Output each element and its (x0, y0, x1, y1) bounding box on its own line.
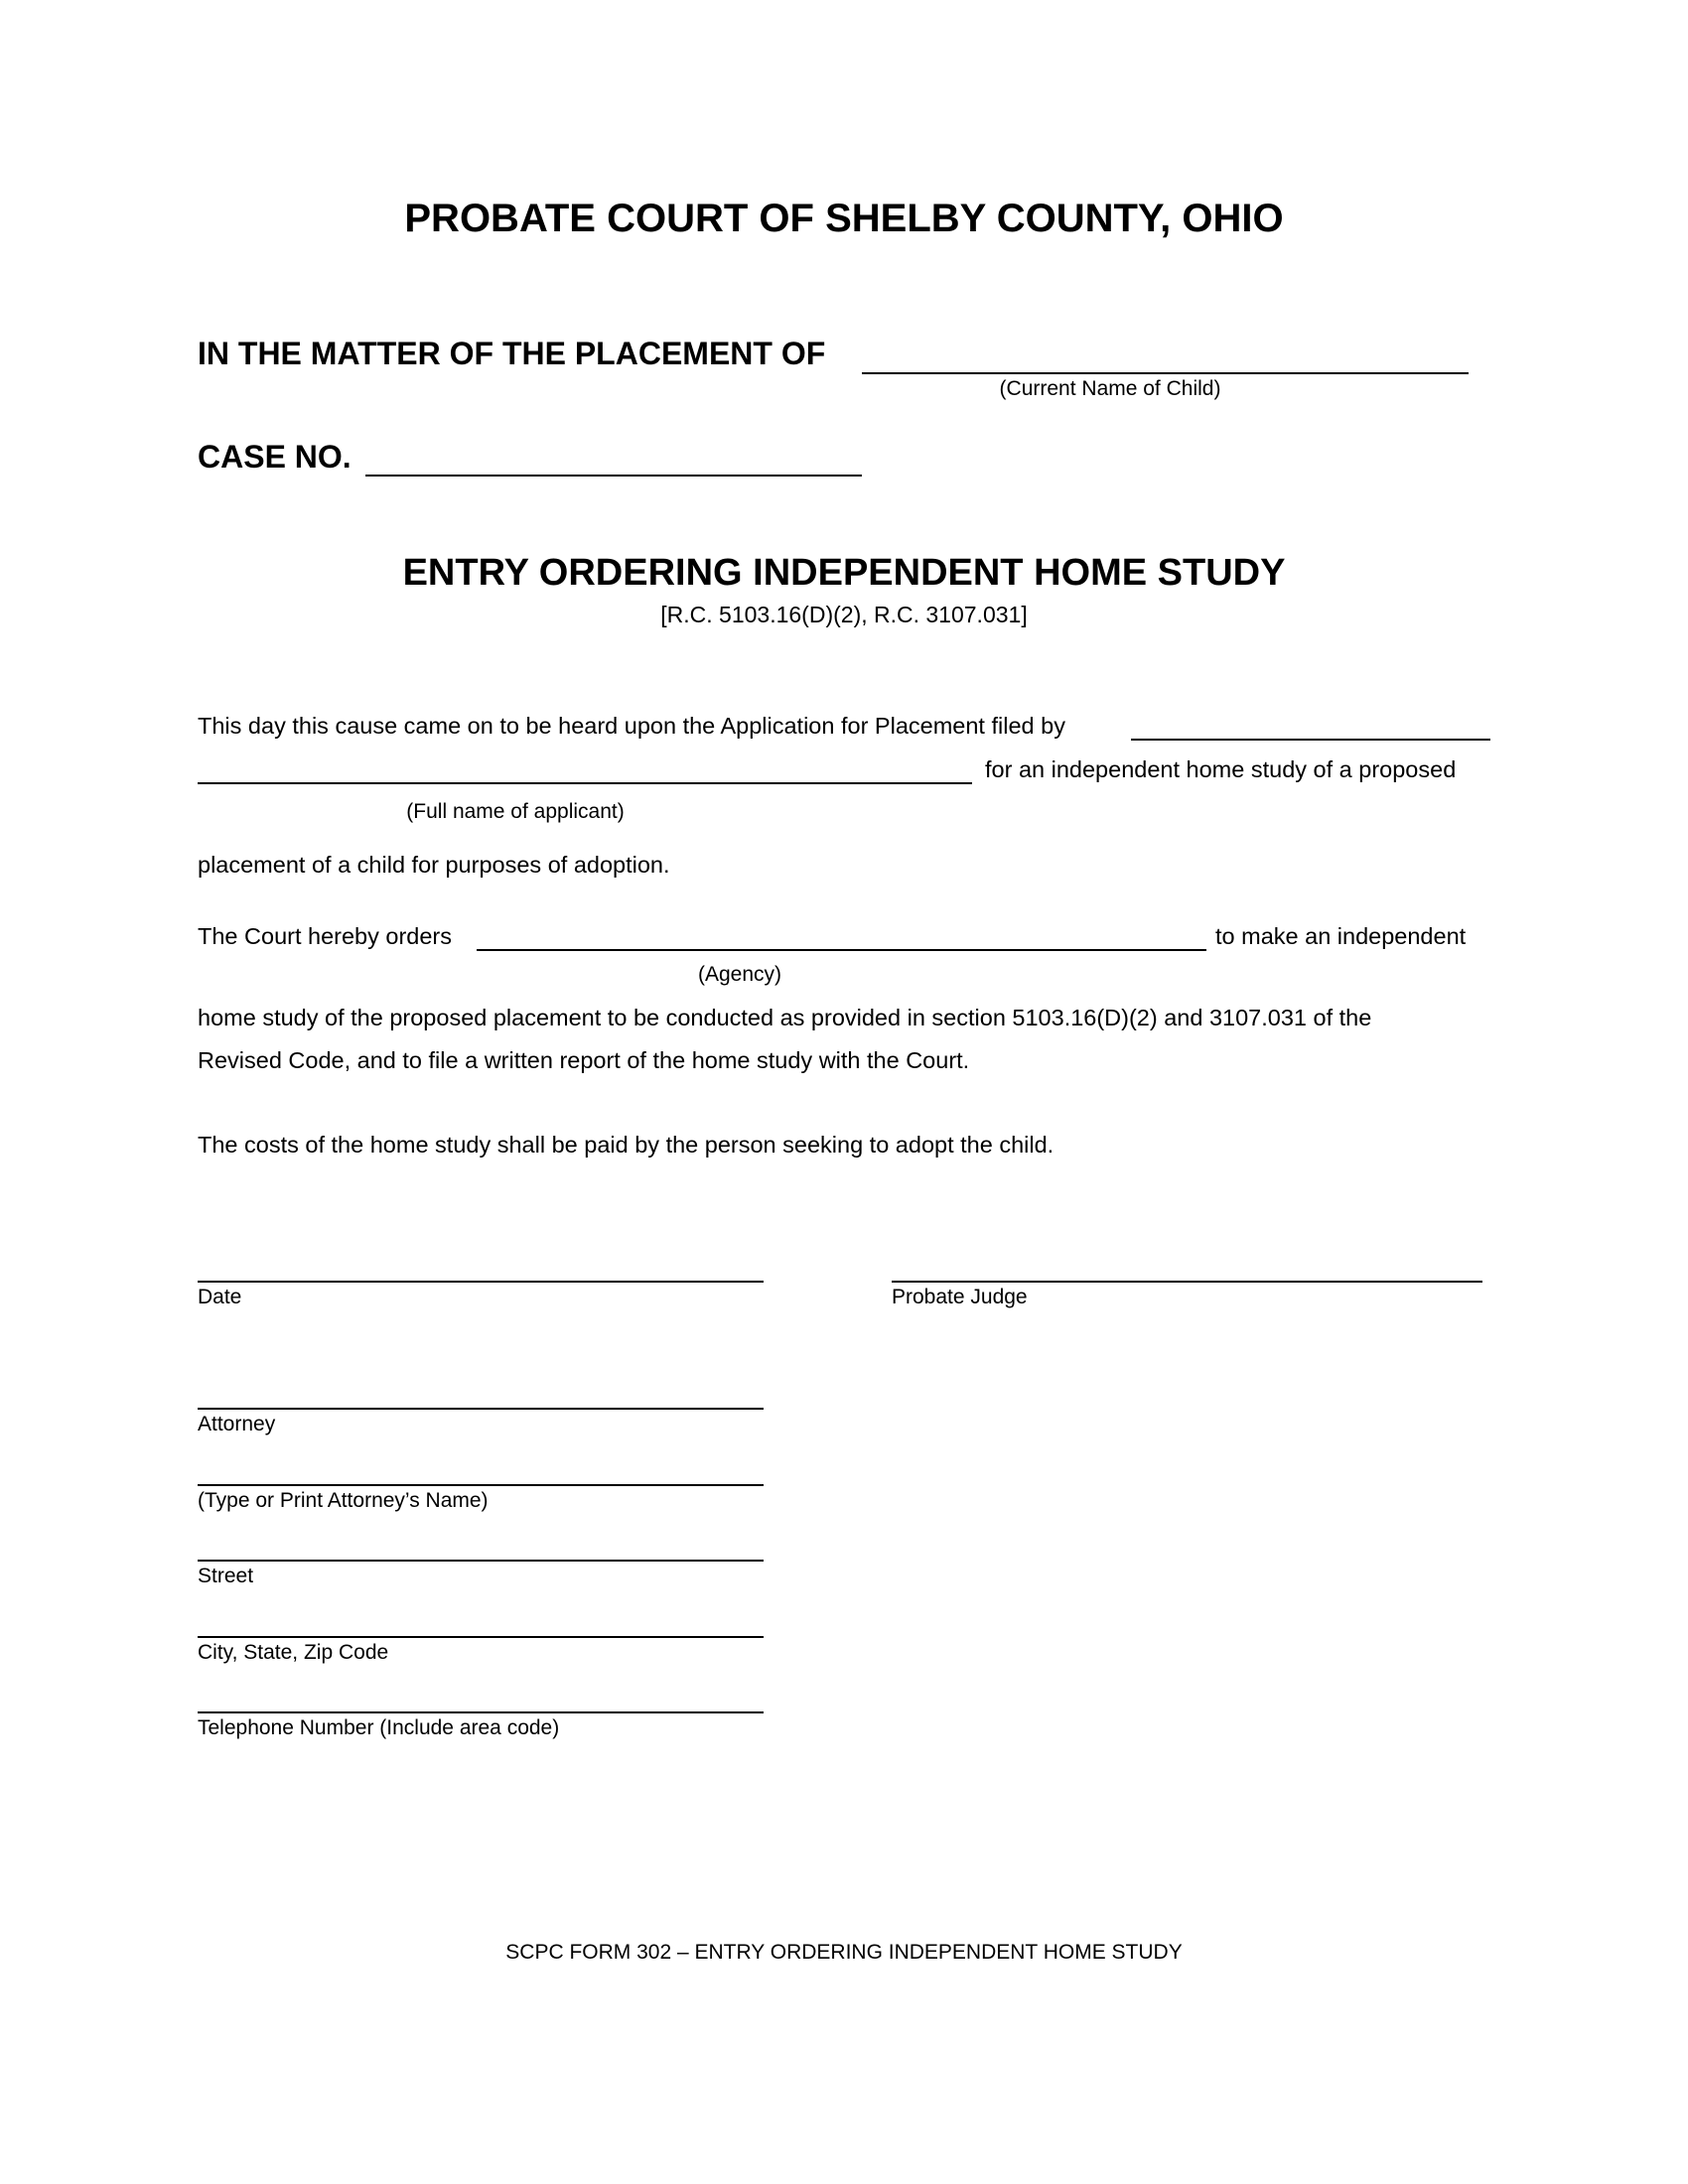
attorney-name-line[interactable] (198, 1484, 764, 1486)
judge-label: Probate Judge (892, 1286, 1028, 1308)
paragraph2-suffix: to make an independent (1215, 923, 1467, 949)
telephone-line[interactable] (198, 1711, 764, 1713)
statute-reference: [R.C. 5103.16(D)(2), R.C. 3107.031] (660, 602, 1028, 627)
paragraph1-line3: placement of a child for purposes of adoption. (198, 852, 670, 878)
date-label: Date (198, 1286, 242, 1308)
city-label: City, State, Zip Code (198, 1641, 389, 1664)
attorney-label: Attorney (198, 1413, 276, 1435)
paragraph1-line2: for an independent home study of a proposed (985, 756, 1457, 782)
date-signature-line[interactable] (198, 1281, 764, 1283)
entry-title: ENTRY ORDERING INDEPENDENT HOME STUDY (402, 552, 1286, 594)
applicant-field-1[interactable] (1131, 739, 1490, 741)
case-no-field[interactable] (365, 475, 862, 477)
matter-label: IN THE MATTER OF THE PLACEMENT OF (198, 336, 826, 371)
telephone-label: Telephone Number (Include area code) (198, 1716, 560, 1739)
child-name-field[interactable] (862, 372, 1469, 374)
attorney-name-label: (Type or Print Attorney’s Name) (198, 1489, 489, 1512)
child-name-caption: (Current Name of Child) (999, 377, 1221, 400)
agency-caption: (Agency) (697, 963, 782, 986)
city-line[interactable] (198, 1636, 764, 1638)
court-title: PROBATE COURT OF SHELBY COUNTY, OHIO (404, 197, 1284, 240)
form-footer: SCPC FORM 302 – ENTRY ORDERING INDEPENDENT HOME STUDY (505, 1941, 1183, 1964)
agency-field[interactable] (477, 949, 1206, 951)
paragraph2-line2: home study of the proposed placement to be conducted as provided in section 5103.16(D)(2) and 3107.031 of the (198, 1005, 1372, 1030)
street-line[interactable] (198, 1560, 764, 1562)
case-no-label: CASE NO. (198, 439, 352, 475)
applicant-caption: (Full name of applicant) (406, 800, 625, 823)
attorney-signature-line[interactable] (198, 1408, 764, 1410)
paragraph1-line1: This day this cause came on to be heard upon the Application for Placement filed by (198, 713, 1065, 739)
paragraph2-line3: Revised Code, and to file a written report of the home study with the Court. (198, 1047, 970, 1073)
judge-signature-line[interactable] (892, 1281, 1482, 1283)
paragraph2-prefix: The Court hereby orders (198, 923, 453, 949)
paragraph3: The costs of the home study shall be paid by the person seeking to adopt the child. (198, 1132, 1055, 1158)
applicant-field-2[interactable] (198, 782, 972, 784)
street-label: Street (198, 1565, 254, 1587)
